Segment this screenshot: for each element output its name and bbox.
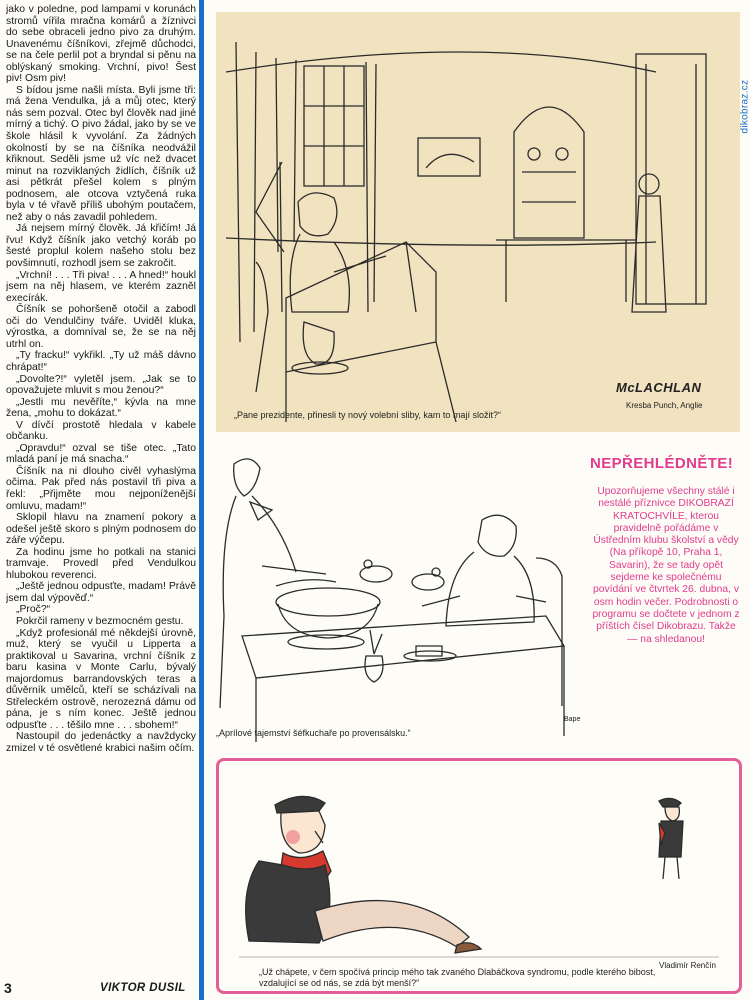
story-paragraph: Já nejsem mírný člověk. Já křičím! Já řvu! Když číšník jako vetchý koráb po šesté proplul kolem našeho stolu bez povšimnutí, rozhodl jsem se zakročit. [6,223,196,270]
story-paragraph: Číšník se pohoršeně otočil a zabodl oči do Vendulčiny tváře. Uviděl kluka, výrostka, a domníval se, že se na něj utrhl on. [6,304,196,350]
story-paragraph: „Když profesionál mé někdejší úrovně, muž, který se vyučil u Lipperta a praktikoval u Savarina, vrchní číšník z baru kasina v Monte Carlu, bývalý majordomus barrandovských teras a důvěrník umělců, kteří se scházívali na Střeleckém ostrově, nerozezná dámu od pána, je s ním konec. Ještě jednou odpusťte . . . těšilo mne . . . sbohem!“ [6,627,196,731]
cartoon-oval-office-drawing [216,12,740,432]
cartoon1-signature: McLACHLAN [616,380,702,395]
story-paragraph: Číšník na ni dlouho civěl vyhaslýma očima. Pak před nás postavil tři piva a řekl: „Přijměte mou nejponíženější omluvu, madam!“ [6,465,196,512]
page-footer [4,980,200,998]
story-paragraph: „Jestli mu nevěříte,“ kývla na mne žena, „mohu to dokázat.“ [6,396,196,420]
notice-title: NEPŘEHLÉDNĚTE! [590,455,734,472]
story-paragraph: „Vrchní! . . . Tři piva! . . . A hned!“ houkl jsem na něj hlasem, ve kterém zazněl execírák. [6,269,196,304]
story-paragraph: Za hodinu jsme ho potkali na stanici tramvaje. Provedl před Vendulkou hlubokou reverenci. [6,546,196,581]
story-paragraph: Pokrčil rameny v bezmocném gestu. [16,615,184,627]
story-paragraph: „Proč?“ [16,604,51,616]
cartoon3-caption: „Už chápete, v čem spočívá princip mého tak zvaného Dlabáčkova syndromu, podle kterého bibost, vzdalující se od nás, se zdá být menší?“ [259,967,656,988]
story-paragraph: S bídou jsme našli místa. Byli jsme tři: má žena Vendulka, já a můj otec, který nás sem pozval. Otec byl člověk nad jiné mírný a tichý. O pivo žádal, jako by se ve škole hlásil k vyvolání. Za žádných okolností by se na číšníka neodvážil křiknout. Seděli jsme už víc než dvacet minut na rozviklaných židlích, číšník už asi pětkrát přešel kolem s plným podnosem, ale otcova vztyčená ruka byla v té vřavě příliš ubohým poutačem, než aby o nás zavadil pohledem. [6,84,196,223]
site-label: dikobraz.cz [739,79,750,134]
cartoon-oval-office [216,12,740,432]
page-number: 3 [4,980,12,996]
notice-box [590,455,742,646]
cartoon-syndrome-drawing [219,761,739,991]
cartoon1-caption: „Pane prezidente, přinesli ty nový volební sliby, kam to mají složit?“ [234,410,501,420]
author-name: VIKTOR DUSIL [100,982,186,994]
story-paragraph: „Opravdu!“ ozval se tiše otec. „Tato mladá paní je má snacha.“ [6,442,196,466]
story-paragraph: „Ještě jednou odpusťte, madam! Právě jsem dal výpověď.“ [6,581,196,604]
story-paragraph: „Dovolte?!“ vyletěl jsem. „Jak se to opovažujete mluvit s mou ženou?“ [6,373,196,397]
story-paragraph: jako v poledne, pod lampami v korunách stromů vířila mračna komárů a žíznivci do sebe obraceli jedno pivo za druhým. Unavenému číšníkovi, zřejmě důchodci, se na čele perlil pot a bryndal si pěnu na oblýskaný smoking. Vrchní, pivo! Šest piv! Osm piv! [6,4,196,85]
cartoon3-credit: Vladimír Renčín [659,961,716,970]
story-paragraph: „Ty fracku!“ vykřikl. „Ty už máš dávno chrápat!“ [6,350,196,373]
story-paragraph: V dívčí prostotě hledala v kabele občanku. [6,419,196,443]
cartoon2-caption: „Aprílové tajemství šéfkuchaře po provensálsku.“ [216,728,411,738]
cartoon-syndrome [216,758,742,994]
site-watermark [739,14,750,144]
story-paragraph: Nastoupil do jedenáctky a navždycky zmizel v té osvětlené krabici našim očím. [6,731,196,754]
cartoon1-credit: Kresba Punch, Anglie [626,401,703,410]
cartoon-chef [216,446,582,746]
notice-body: Upozorňujeme všechny stálé i nestálé příznivce DIKOBRAZÍ KRATOCHVÍLE, kterou pravidelně pořádáme v Ústředním klubu školství a vědy (Na příkopě 10, Praha 1, Savarin), že se tady opět sejdeme ke společnému povídání ve čtvrtek 26. dubna, v osm hodin večer. Podrobnosti o programu se dočtete v jednom z příštích čísel Dikobrazu. Takže — na shledanou! [592,486,740,645]
cartoon2-signature: Bape [564,716,581,723]
cartoon-chef-drawing [216,446,582,746]
story-column [6,4,196,970]
column-divider [199,0,204,1000]
story-paragraph: Sklopil hlavu na znamení pokory a odešel ještě skoro s plným podnosem do záře výčepu. [6,512,196,547]
